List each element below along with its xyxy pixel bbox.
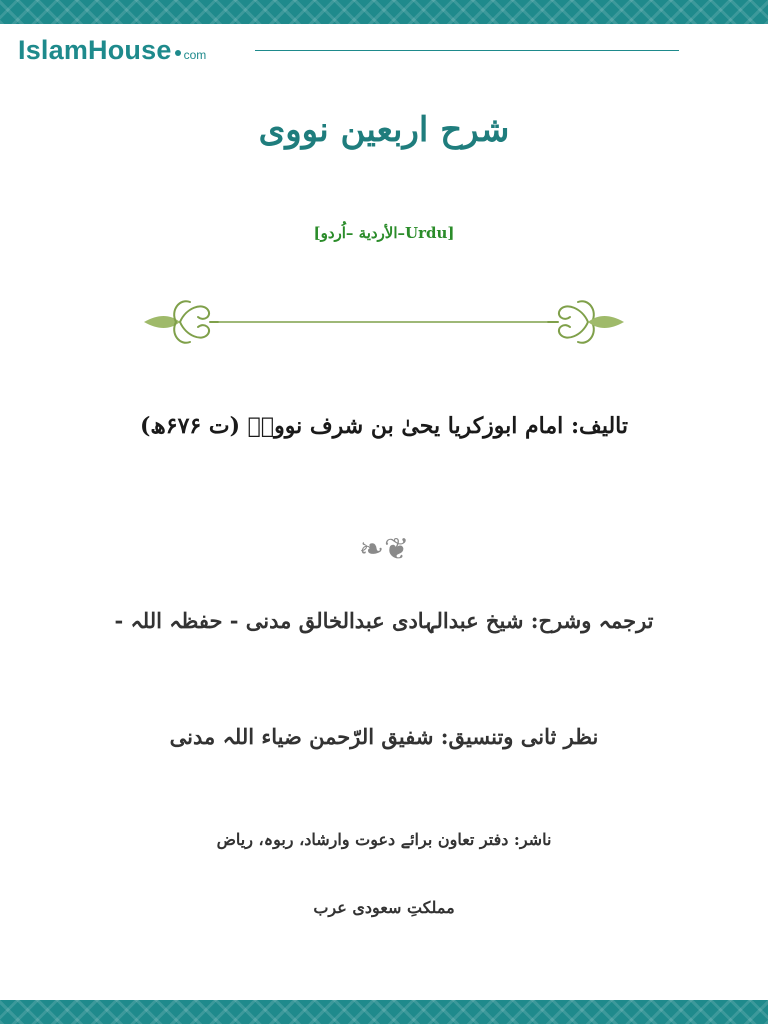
logo-word: IslamHouse [18,35,172,65]
language-tag: [الأردية –اُردو–Urdu] [313,224,455,242]
islamhouse-logo[interactable] [18,30,206,70]
header-rule [255,50,679,51]
publisher-line: ناشر: دفتر تعاون برائے دعوت وارشاد، ربوہ، ریاض [216,830,552,849]
logo-dot-icon [175,50,181,56]
top-pattern-band [0,0,768,24]
bottom-pattern-band [0,1000,768,1024]
country-line: مملکتِ سعودی عرب [313,898,455,917]
reviewer-line: نظر ثانی وتنسیق: شفیق الرّحمن ضیاء اللہ مدنی [169,724,599,749]
fleuron-divider-icon: ❧❦ [358,532,410,567]
floral-divider-ornament [140,292,628,352]
author-line: تالیف: امام ابوزکریا یحیٰ بن شرف نوویؒ (ت ۶۷۶ھ) [140,413,628,439]
translator-line: ترجمہ وشرح: شیخ عبدالہادی عبدالخالق مدنی - حفظہ اللہ - [114,608,654,633]
book-title: شرح اربعین نووی [258,110,510,150]
logo-suffix: com [183,48,207,62]
